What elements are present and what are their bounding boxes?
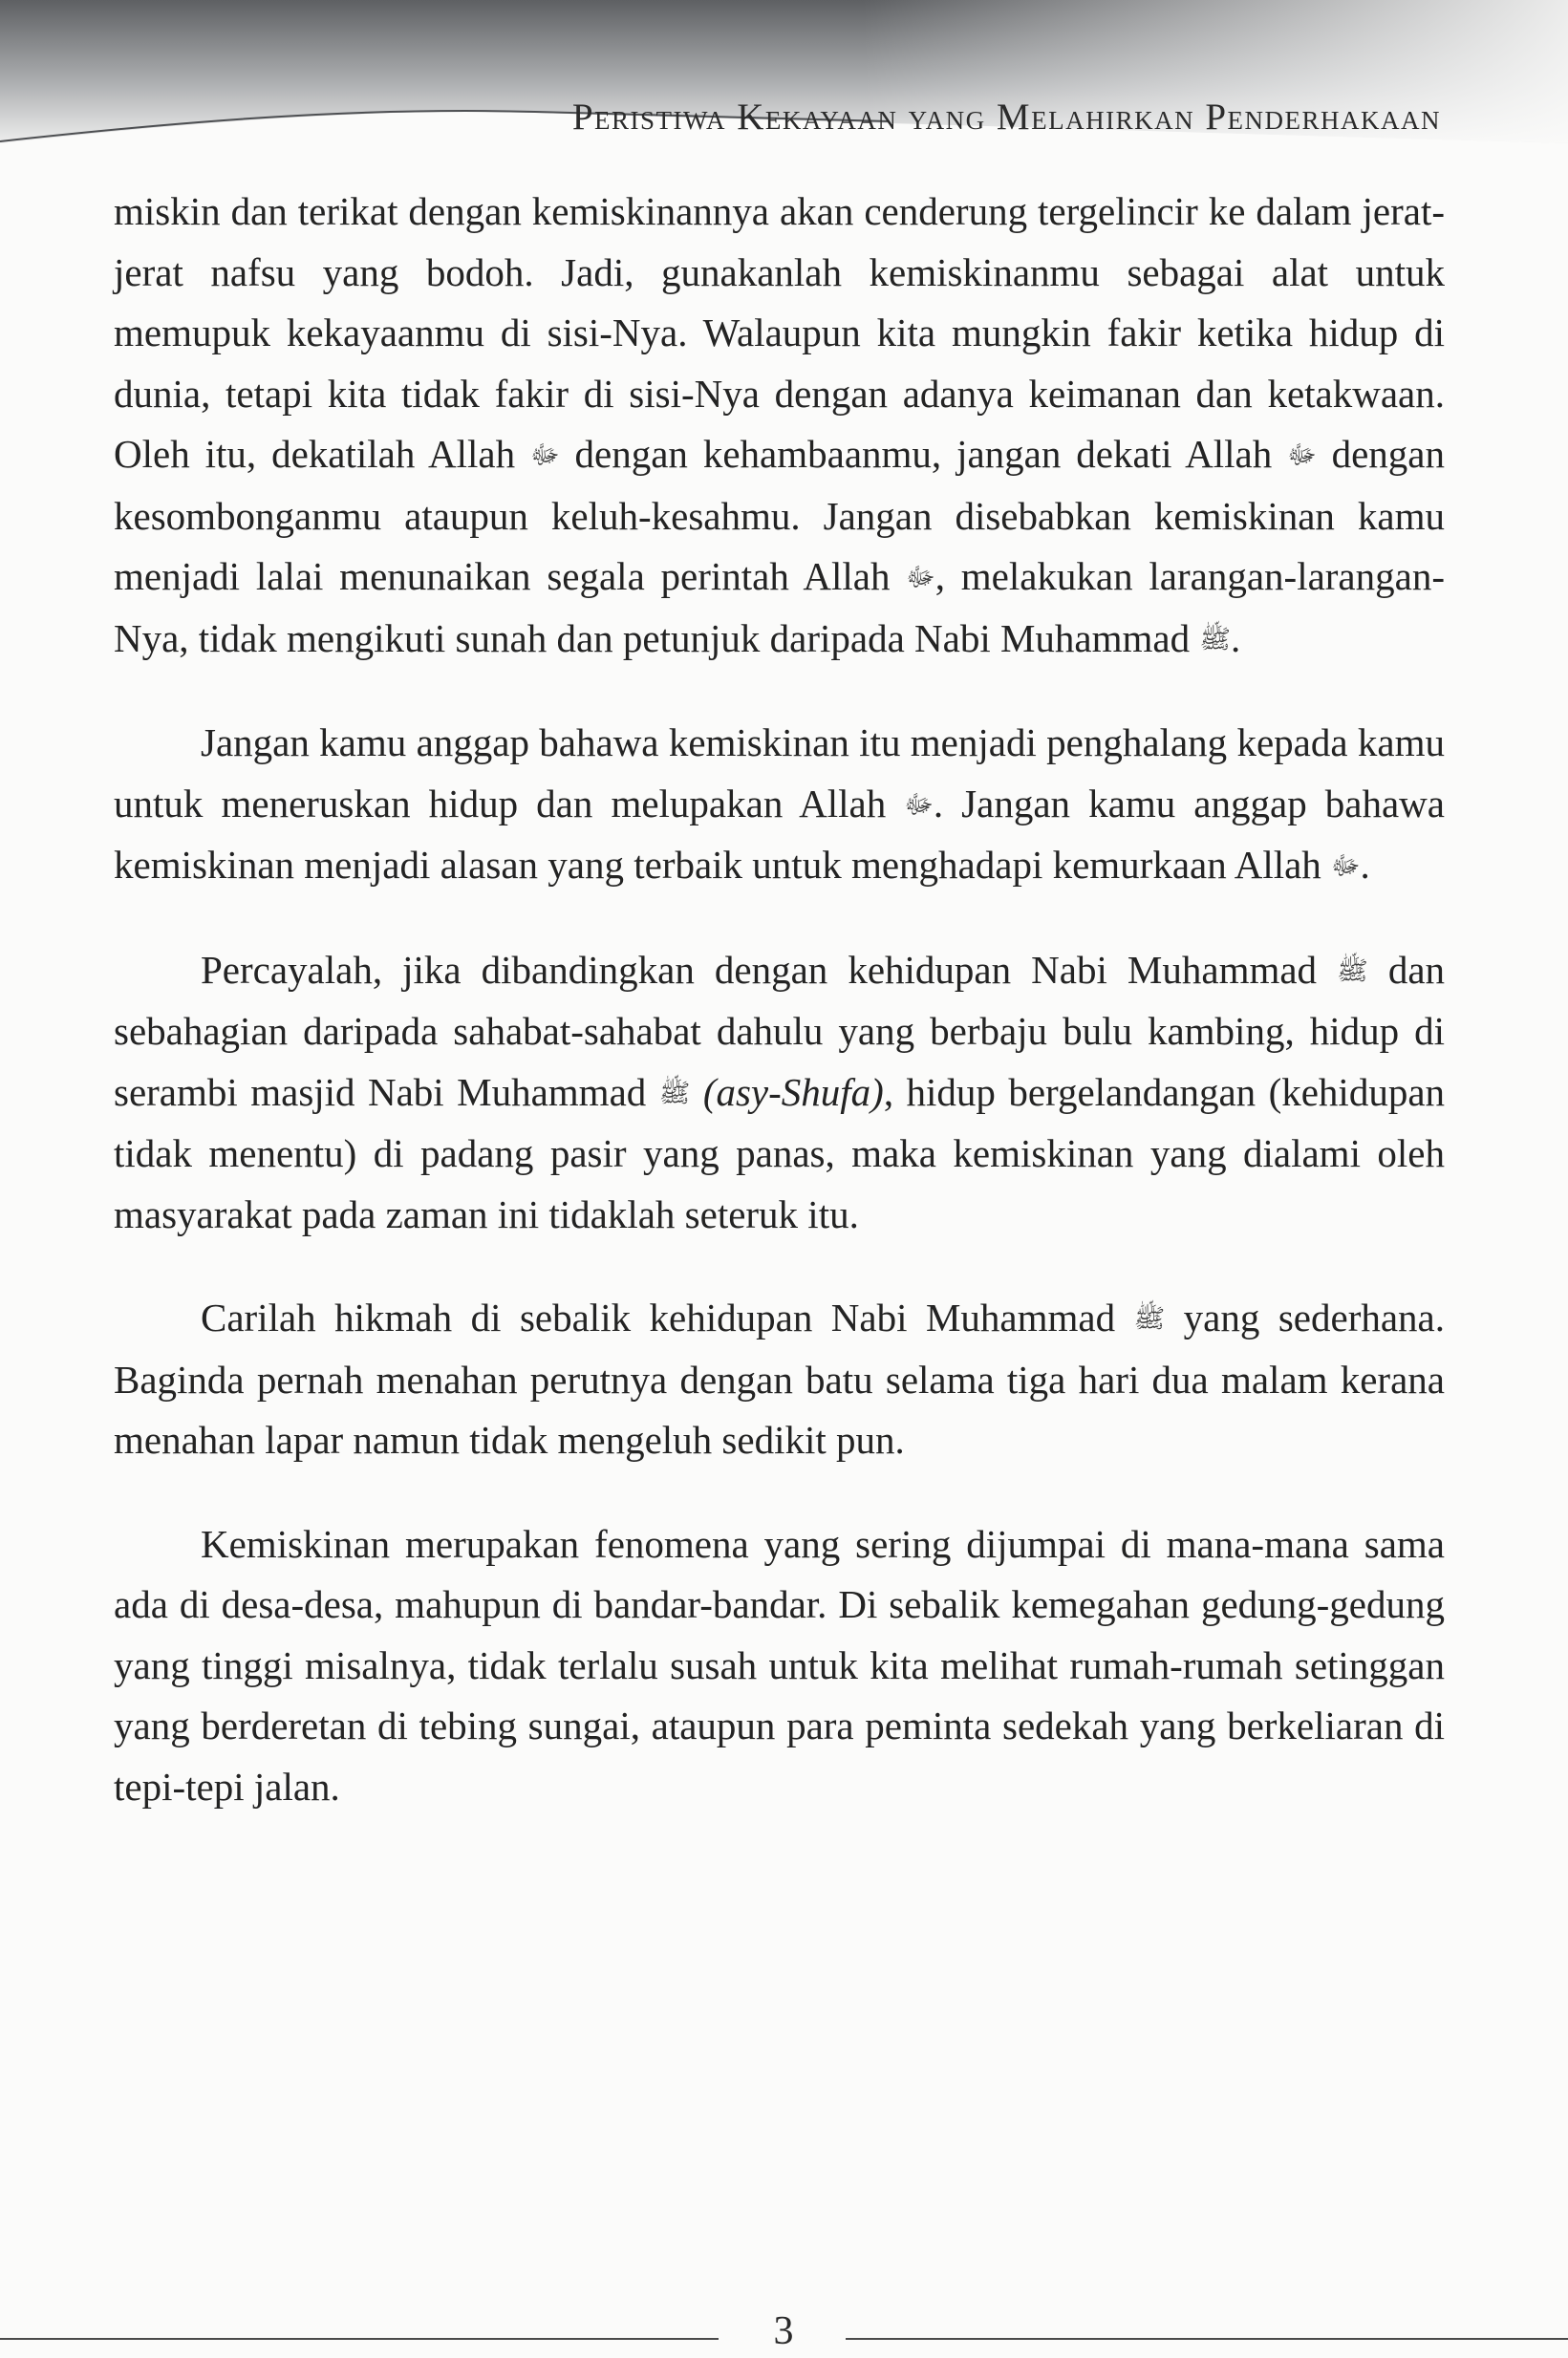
page-number: 3 [773,2309,794,2353]
prophet-honorific-icon: ﷺ [658,1078,691,1108]
paragraph-2 [114,713,1445,897]
allah-honorific-icon: ﷻ [904,789,934,820]
paragraph-text: Kemiskinan merupakan fenomena yang sering dijumpai di mana-mana sama ada di desa-desa, mahupun di bandar-bandar. Di sebalik kemegahan gedung-gedung yang tinggi misalnya, tidak terlalu susah untuk kita melihat rumah-rumah setinggan yang berderetan di tebing sungai, ataupun para peminta sedekah yang berkeliaran di tepi-tepi jalan. [114,1521,1445,1809]
footer-rule-right [846,2338,1568,2340]
paragraph-5 [114,1514,1445,1818]
paragraph-text: , hidup bergelandangan (kehidupan tidak menentu) di padang pasir yang panas, maka kemiskinan yang dialami oleh masyarakat pada zaman ini tidaklah seteruk itu. [114,1069,1446,1236]
paragraph-text: dan sebahagian daripada sahabat-sahabat dahulu yang berbaju bulu kambing, hidup di serambi masjid Nabi Muhammad [114,947,1446,1114]
paragraph-1 [114,182,1445,670]
running-title: Peristiwa Kekayaan yang Melahirkan Penderhakaan [571,96,1441,138]
paragraph-text: dengan kehambaanmu, jangan dekati Allah [574,432,1273,476]
paragraph-text: Jangan kamu anggap bahawa kemiskinan itu menjadi penghalang kepada kamu untuk meneruskan hidup dan melupakan Allah [114,720,1445,825]
paragraph-text: , melakukan larangan-larangan-Nya, tidak mengikuti sunah dan petunjuk daripada Nabi Muhammad [114,554,1445,660]
paragraph-3 [114,940,1445,1246]
allah-honorific-icon: ﷻ [1287,440,1317,470]
paragraph-text: . [1360,843,1370,887]
page-footer [0,2304,1568,2353]
allah-honorific-icon: ﷻ [1331,851,1361,881]
paragraph-text: yang sederhana. Baginda pernah menahan perutnya dengan batu selama tiga hari dua malam kerana menahan lapar namun tidak mengeluh sedikit pun. [114,1296,1445,1462]
paragraph-text: dengan kesombonganmu ataupun keluh-kesahmu. Jangan disebabkan kemiskinan kamu menjadi lalai menunaikan segala perintah Allah [114,432,1446,598]
prophet-honorific-icon: ﷺ [1133,1304,1166,1334]
body-text [114,182,1445,1860]
paragraph-text: miskin dan terikat dengan kemiskinannya akan cenderung tergelincir ke dalam jerat-jerat nafsu yang bodoh. Jadi, gunakanlah kemiskinanmu sebagai alat untuk memupuk kekayaanmu di sisi-Nya. Walaupun kita mungkin fakir ketika hidup di dunia, tetapi kita tidak fakir di sisi-Nya dengan adanya keimanan dan ketakwaan. Oleh itu, dekatilah Allah [114,189,1445,476]
allah-honorific-icon: ﷻ [906,563,935,592]
paragraph-4 [114,1288,1445,1471]
paragraph-text: Carilah hikmah di sebalik kehidupan Nabi Muhammad [201,1296,1116,1340]
allah-honorific-icon: ﷻ [530,440,560,470]
prophet-honorific-icon: ﷺ [1199,624,1231,654]
paragraph-text: . Jangan kamu anggap bahawa kemiskinan menjadi alasan yang terbaik untuk menghadapi kemurkaan Allah [114,781,1445,887]
prophet-honorific-icon: ﷺ [1337,955,1368,986]
paragraph-text: . [1230,615,1241,660]
italic-term: (asy-Shufa) [702,1069,884,1114]
footer-rule-left [0,2338,719,2340]
page-header [0,0,1568,162]
paragraph-text: Percayalah, jika dibandingkan dengan kehidupan Nabi Muhammad [201,947,1318,992]
